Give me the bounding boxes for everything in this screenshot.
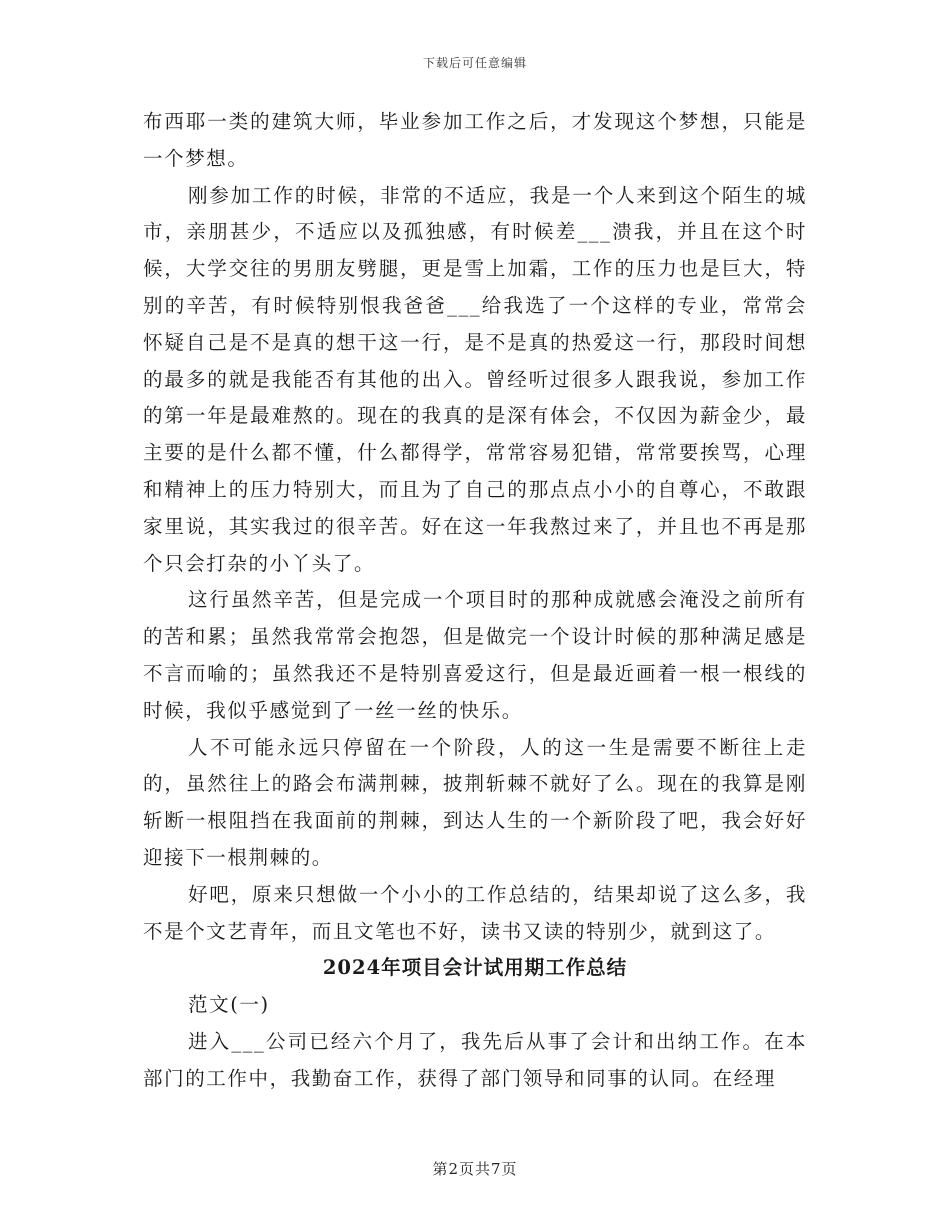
sample-paragraph: 进入___公司已经六个月了，我先后从事了会计和出纳工作。在本部门的工作中，我勤奋工作，获得了部门领导和同事的认同。在经理 (143, 1029, 807, 1090)
paragraph-hardship: 这行虽然辛苦，但是完成一个项目时的那种成就感会淹没之前所有的苦和累；虽然我常常会抱怨，但是做完一个设计时候的那种满足感是不言而喻的；虽然我还不是特别喜爱这行，但是最近画着一根一根线的时候，我似乎感觉到了一丝一丝的快乐。 (143, 588, 807, 722)
page-footer: 第2页共7页 (432, 1160, 518, 1178)
sample-label: 范文(一) (188, 993, 270, 1017)
paragraph-life-stage: 人不可能永远只停留在一个阶段，人的这一生是需要不断往上走的，虽然往上的路会布满荆棘，披荆斩棘不就好了么。现在的我算是刚斩断一根阻挡在我面前的荆棘，到达人生的一个新阶段了吧，我会好好迎接下一根荆棘的。 (143, 735, 807, 869)
section-title: 2024年项目会计试用期工作总结 (322, 956, 628, 980)
paragraph-continuation: 布西耶一类的建筑大师，毕业参加工作之后，才发现这个梦想，只能是一个梦想。 (143, 110, 807, 170)
paragraph-closing: 好吧，原来只想做一个小小的工作总结的，结果却说了这么多，我不是个文艺青年，而且文笔也不好，读书又读的特别少，就到这了。 (143, 882, 807, 943)
header-note: 下载后可任意编辑 (422, 56, 527, 70)
document-body (143, 104, 807, 1098)
paragraph-first-job: 刚参加工作的时候，非常的不适应，我是一个人来到这个陌生的城市，亲朋甚少，不适应以及孤独感，有时候差___溃我，并且在这个时候，大学交往的男朋友劈腿，更是雪上加霜，工作的压力也是巨大，特别的辛苦，有时候特别恨我爸爸___给我选了一个这样的专业，常常会怀疑自己是不是真的想干这一行，是不是真的热爱这一行，那段时间想的最多的就是我能否有其他的出入。曾经听过很多人跟我说，参加工作的第一年是最难熬的。现在的我真的是深有体会，不仅因为薪金少，最主要的是什么都不懂，什么都得学，常常容易犯错，常常要挨骂，心理和精神上的压力特别大，而且为了自己的那点点小小的自尊心，不敢跟家里说，其实我过的很辛苦。好在这一年我熬过来了，并且也不再是那个只会打杂的小丫头了。 (143, 183, 807, 575)
